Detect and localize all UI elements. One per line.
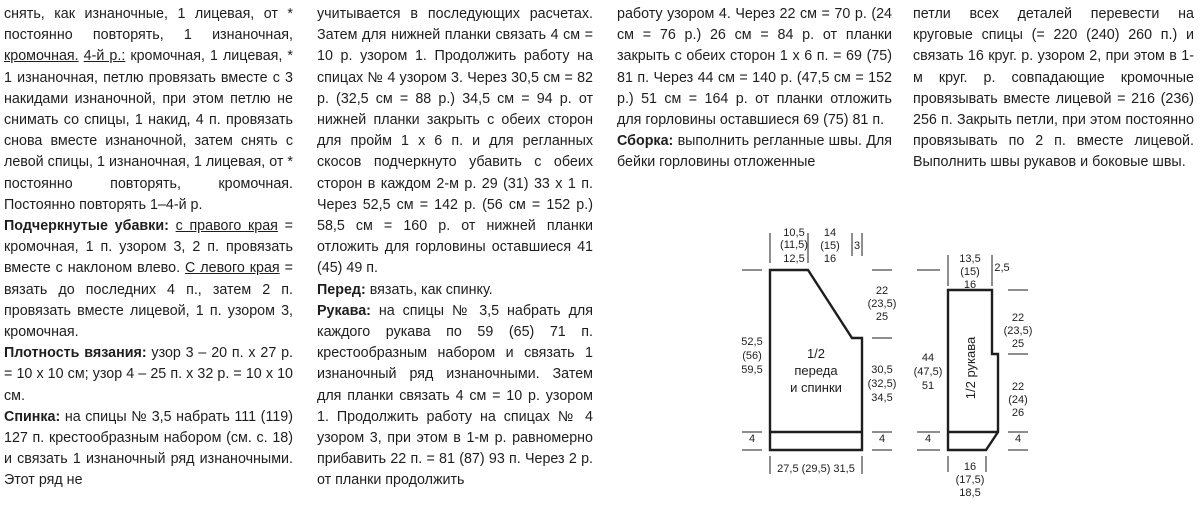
text-run: С левого края [185,260,280,277]
text-run: на спицы № 3,5 набрать для каждого рукава по 59 (65) 71 п. крестообразным набором и связать 1 изнаночный ряд изнаночными. Затем для планки связать 4 см = 10 р. узором 1. Продолжить работу на спицах № 4 узором 3, при этом в 1-м р. равномерно прибавить 22 п. = 81 (87) 93 п. Через 2 р. от планки продолжить [317,302,593,489]
text-run: Сборка: [617,133,674,150]
sleeve-left-height-1: 44 [921,352,935,364]
body-right-upper-3: 25 [875,311,889,323]
body-top-mid-1: 14 [823,227,837,239]
text-run: Перед: [317,281,366,298]
text-run: вязать, как спинку. [365,281,493,298]
body-right-lower-2: (32,5) [867,378,897,390]
text-run: = вязать до последних 4 п., затем 2 п. провязать вместе лицевой, 1 п. узором 3, кромочная. [4,260,293,341]
body-hem-right: 4 [878,433,886,445]
body-label-3: и спинки [790,380,842,395]
body-top-right: 3 [853,240,861,252]
sleeve-bottom-2: (17,5) [955,474,985,486]
body-label-1: 1/2 [806,346,826,361]
body-left-height-2: (56) [742,350,762,362]
body-bottom-width: 27,5 (29,5) 31,5 [777,463,855,475]
sleeve-right-lower-2: (24) [1008,394,1028,406]
sleeve-right-upper-3: 25 [1011,338,1025,350]
body-top-left-1: 10,5 [783,227,805,239]
sleeve-top-2: (15) [960,266,980,278]
text-run: снять, как изнаночные, 1 лицевая, от * постоянно повторять, 1 изнаночная, [4,6,293,44]
sleeve-top-1: 13,5 [959,253,981,265]
body-right-lower-1: 30,5 [871,364,893,376]
body-right-upper-1: 22 [875,285,889,297]
body-top-mid-3: 16 [823,253,837,265]
sleeve-right-upper-1: 22 [1011,312,1025,324]
sleeve-label: 1/2 рукава [963,336,978,400]
text-run: с правого края [175,218,278,235]
text-run: кромочная, 1 лицевая, * 1 изнаночная, петлю провязать вместе с 3 накидами изнаночной, при этом петлю не снимать со спицы, 1 накид, 4 п. провязать снова вместе изнаночной, затем снять с левой спицы, 1 изнаночная, 1 лицевая, от * постоянно повторять, кромочная. Постоянно повторять 1–4-й р. [4,48,293,213]
text-run: работу узором 4. Через 22 см = 70 р. (24 см = 76 р.) 26 см = 84 р. от планки закрыть с обеих сторон 1 x 6 п. = 69 (75) 81 п. Через 44 см = 140 р. (47,5 см = 152 р.) 51 см = 164 р. от планки отложить для горловины оставшиеся 69 (75) 81 п. [617,6,892,129]
sleeve-bottom-1: 16 [963,461,977,473]
body-top-left-3: 12,5 [783,253,805,265]
body-top-mid-2: (15) [820,240,840,252]
text-run: Подчеркнутые убавки: [4,218,169,235]
sleeve-schematic [914,253,1033,499]
sleeve-hem-right: 4 [1014,433,1022,445]
sleeve-left-height-3: 51 [921,380,935,392]
text-run: Плотность вязания: [4,345,147,362]
sleeve-right-lower-1: 22 [1011,381,1025,393]
sleeve-bottom-3: 18,5 [959,487,981,499]
text-run: узор 3 – 20 п. x 27 р. = 10 x 10 см; узор 4 – 25 п. x 32 р. = 10 x 10 см. [4,345,293,404]
text-run: выполнить регланные швы. Для бейки горловины отложенные [617,133,892,171]
body-right-upper-2: (23,5) [867,298,897,310]
text-run: Рукава: [317,302,371,319]
body-left-height-3: 59,5 [741,364,763,376]
text-run: петли всех деталей перевести на круговые спицы (= 220 (240) 260 п.) и связать 16 круг. р. узором 2, при этом в 1-м круг. р. совпадающие кромочные провязывать вместе лицевой = 216 (236) 256 п. Закрыть петли, при этом постоянно провязывать по 2 п. вместе лицевой. Выполнить швы рукавов и боковые швы. [913,6,1194,171]
body-hem-left: 4 [748,433,756,445]
text-run: Спинка: [4,408,61,425]
sleeve-top-3: 16 [963,279,977,291]
sleeve-left-height-2: (47,5) [913,366,943,378]
sleeve-top-right: 2,5 [994,262,1010,274]
text-run: учитывается в последующих расчетах. Затем для нижней планки связать 4 см = 10 р. узором 1. Продолжить работу на спицах № 4 узором 3. Через 30,5 см = 82 р. (32,5 см = 88 р.) 34,5 см = 94 р. от нижней планки закрыть с обеих сторон для пройм 1 x 6 п. и для регланных скосов подчеркнуто убавить с обеих сторон в каждом 2-м р. 29 (31) 33 x 1 п. Через 52,5 см = 142 р. (56 см = 152 р.) 58,5 см = 160 р. от нижней планки отложить для горловины оставшиеся 41 (45) 49 п. [317,6,593,277]
body-label-2: переда [794,363,838,378]
sleeve-right-lower-3: 26 [1011,407,1025,419]
body-left-height-1: 52,5 [741,336,763,348]
body-right-lower-3: 34,5 [871,392,893,404]
body-top-left-2: (11,5) [780,239,808,251]
body-schematic [741,227,896,475]
sleeve-hem-left: 4 [924,433,932,445]
sleeve-right-upper-2: (23,5) [1003,325,1033,337]
text-run: кромочная. [4,48,79,65]
text-run: на спицы № 3,5 набрать 111 (119) 127 п. крестообразным набором (см. с. 18) и связать 1 изнаночный ряд изнаночными. Этот ряд не [4,408,293,489]
text-run: 4-й р.: [83,48,126,65]
text-run: = кромочная, 1 п. узором 3, 2 п. провязать вместе с наклоном влево. [4,218,293,277]
